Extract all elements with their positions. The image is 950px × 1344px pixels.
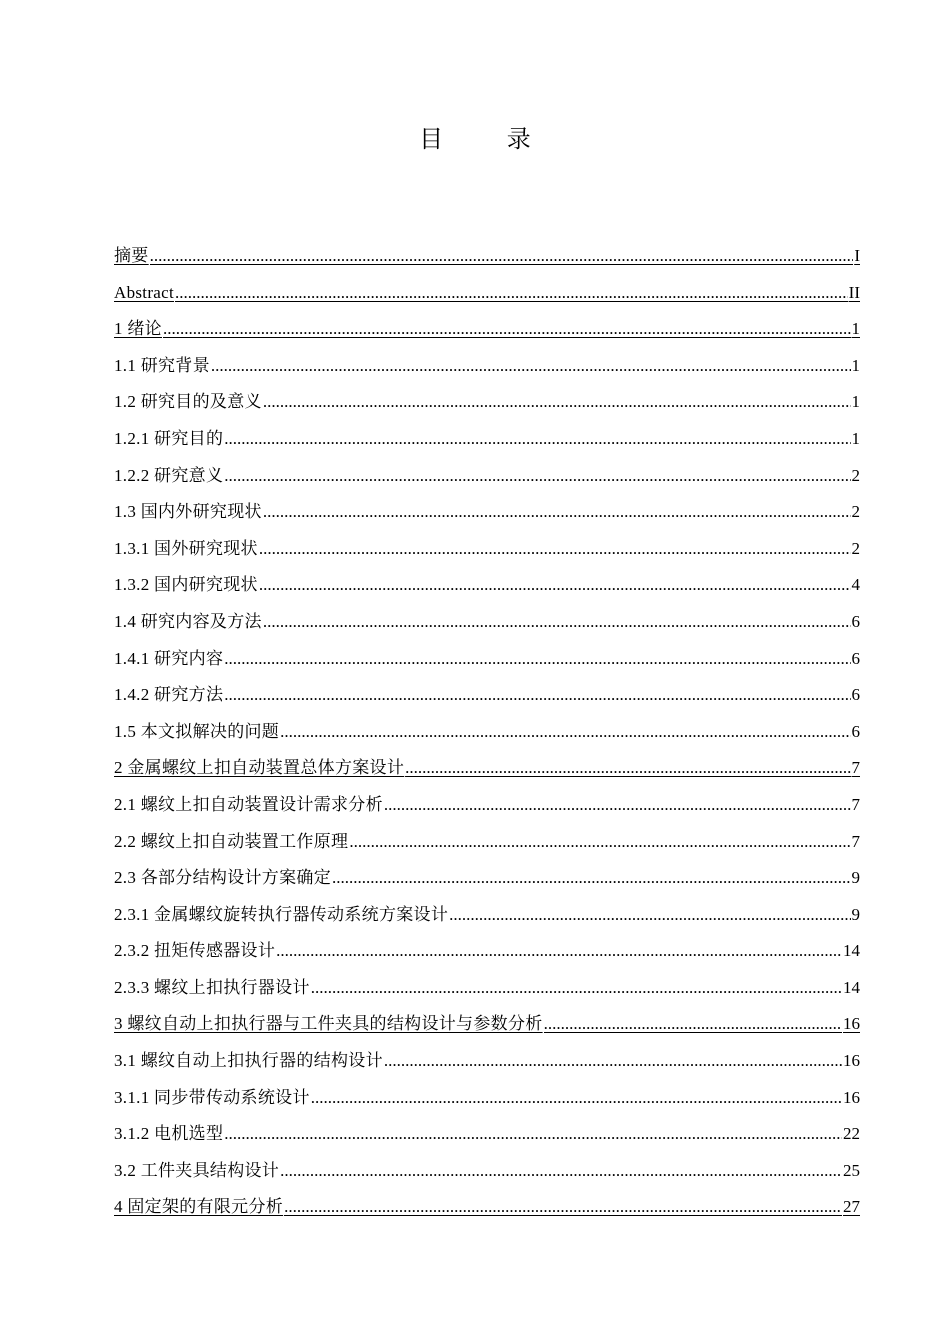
toc-entry-label: 3.1.1 同步带传动系统设计 bbox=[114, 1087, 310, 1107]
toc-dot-leader bbox=[311, 970, 842, 1007]
toc-section-link[interactable] bbox=[114, 897, 860, 934]
toc-entry-page-number: 22 bbox=[843, 1124, 860, 1144]
toc-entry-label: 2.3.1 金属螺纹旋转执行器传动系统方案设计 bbox=[114, 904, 449, 924]
toc-dot-leader bbox=[263, 494, 851, 531]
toc-entry-page-number: 9 bbox=[851, 868, 860, 888]
toc-entry-label: 1.2.2 研究意义 bbox=[114, 465, 224, 485]
toc-dot-leader bbox=[332, 860, 851, 897]
toc-list bbox=[114, 238, 860, 1226]
toc-entry-label: 1.3.2 国内研究现状 bbox=[114, 575, 258, 595]
toc-section-link[interactable] bbox=[114, 348, 860, 385]
toc-entry-page-number: 25 bbox=[843, 1160, 860, 1180]
toc-entry-label: 2.3 各部分结构设计方案确定 bbox=[114, 868, 331, 888]
toc-entry-page-number: 6 bbox=[851, 685, 860, 705]
toc-entry-label: 1.3.1 国外研究现状 bbox=[114, 538, 258, 558]
toc-entry-label: 3.1.2 电机选型 bbox=[114, 1124, 224, 1144]
toc-entry-label: 1.2.1 研究目的 bbox=[114, 428, 224, 448]
toc-entry-label: 1.5 本文拟解决的问题 bbox=[114, 721, 280, 741]
toc-section-link[interactable] bbox=[114, 1116, 860, 1153]
toc-chapter-link[interactable] bbox=[114, 275, 860, 312]
toc-section-link[interactable] bbox=[114, 970, 860, 1007]
toc-section-link[interactable] bbox=[114, 787, 860, 824]
toc-entry-page-number: 14 bbox=[843, 941, 860, 961]
toc-entry-label: 2 金属螺纹上扣自动装置总体方案设计 bbox=[114, 758, 405, 778]
toc-entry-page-number: 6 bbox=[851, 648, 860, 668]
toc-section-link[interactable] bbox=[114, 1153, 860, 1190]
toc-dot-leader bbox=[224, 1116, 842, 1153]
toc-dot-leader bbox=[449, 897, 850, 934]
toc-title: 目 录 bbox=[419, 125, 559, 153]
toc-dot-leader bbox=[280, 1153, 842, 1190]
toc-section-link[interactable] bbox=[114, 567, 860, 604]
toc-section-link[interactable] bbox=[114, 1080, 860, 1117]
toc-section-link[interactable] bbox=[114, 458, 860, 495]
toc-entry-label: 3.1 螺纹自动上扣执行器的结构设计 bbox=[114, 1051, 383, 1071]
toc-dot-leader bbox=[349, 824, 850, 861]
toc-entry-page-number: 14 bbox=[843, 977, 860, 997]
toc-entry-page-number: 27 bbox=[843, 1197, 860, 1217]
toc-entry-label: 1.1 研究背景 bbox=[114, 355, 210, 375]
toc-dot-leader bbox=[259, 531, 851, 568]
toc-dot-leader bbox=[224, 458, 850, 495]
toc-dot-leader bbox=[263, 384, 851, 421]
toc-chapter-link[interactable] bbox=[114, 311, 860, 348]
toc-dot-leader bbox=[150, 238, 854, 275]
toc-entry-page-number: 1 bbox=[851, 355, 860, 375]
toc-entry-label: Abstract bbox=[114, 282, 174, 302]
toc-entry-page-number: 7 bbox=[851, 831, 860, 851]
toc-dot-leader bbox=[544, 1006, 842, 1043]
toc-section-link[interactable] bbox=[114, 604, 860, 641]
toc-entry-label: 1.4.2 研究方法 bbox=[114, 685, 224, 705]
toc-entry-page-number: 1 bbox=[851, 392, 860, 412]
toc-entry-label: 1.2 研究目的及意义 bbox=[114, 392, 262, 412]
toc-entry-label: 2.2 螺纹上扣自动装置工作原理 bbox=[114, 831, 349, 851]
toc-section-link[interactable] bbox=[114, 860, 860, 897]
toc-section-link[interactable] bbox=[114, 1043, 860, 1080]
toc-entry-label: 2.3.3 螺纹上扣执行器设计 bbox=[114, 977, 310, 997]
toc-entry-page-number: 9 bbox=[851, 904, 860, 924]
toc-dot-leader bbox=[175, 275, 848, 312]
toc-entry-label: 1.4 研究内容及方法 bbox=[114, 611, 262, 631]
toc-dot-leader bbox=[384, 787, 851, 824]
toc-dot-leader bbox=[211, 348, 851, 385]
toc-entry-page-number: 2 bbox=[851, 465, 860, 485]
toc-dot-leader bbox=[280, 714, 850, 751]
toc-section-link[interactable] bbox=[114, 421, 860, 458]
toc-section-link[interactable] bbox=[114, 933, 860, 970]
toc-entry-label: 摘要 bbox=[114, 246, 149, 265]
toc-section-link[interactable] bbox=[114, 714, 860, 751]
toc-entry-label: 3.2 工件夹具结构设计 bbox=[114, 1160, 280, 1180]
toc-entry-page-number: 16 bbox=[843, 1051, 860, 1071]
toc-entry-page-number: 6 bbox=[851, 721, 860, 741]
toc-section-link[interactable] bbox=[114, 677, 860, 714]
toc-dot-leader bbox=[263, 604, 851, 641]
toc-section-link[interactable] bbox=[114, 531, 860, 568]
toc-dot-leader bbox=[163, 311, 851, 348]
toc-dot-leader bbox=[224, 421, 850, 458]
toc-entry-page-number: II bbox=[848, 282, 860, 302]
toc-chapter-link[interactable] bbox=[114, 750, 860, 787]
toc-dot-leader bbox=[405, 750, 850, 787]
toc-entry-page-number: 16 bbox=[843, 1087, 860, 1107]
toc-chapter-link[interactable] bbox=[114, 1006, 860, 1043]
toc-entry-label: 2.1 螺纹上扣自动装置设计需求分析 bbox=[114, 794, 383, 814]
toc-entry-label: 4 固定架的有限元分析 bbox=[114, 1197, 284, 1217]
toc-chapter-link[interactable] bbox=[114, 1189, 860, 1226]
toc-entry-page-number: 7 bbox=[851, 794, 860, 814]
toc-dot-leader bbox=[311, 1080, 842, 1117]
toc-entry-page-number: 1 bbox=[851, 319, 860, 339]
toc-entry-page-number: 4 bbox=[851, 575, 860, 595]
toc-dot-leader bbox=[284, 1189, 842, 1226]
toc-dot-leader bbox=[384, 1043, 842, 1080]
toc-dot-leader bbox=[276, 933, 842, 970]
toc-entry-page-number: 7 bbox=[851, 758, 860, 778]
toc-entry-label: 2.3.2 扭矩传感器设计 bbox=[114, 941, 276, 961]
toc-dot-leader bbox=[259, 567, 851, 604]
toc-dot-leader bbox=[224, 677, 850, 714]
toc-entry-page-number: 2 bbox=[851, 538, 860, 558]
toc-entry-page-number: 16 bbox=[843, 1014, 860, 1034]
toc-section-link[interactable] bbox=[114, 824, 860, 861]
toc-section-link[interactable] bbox=[114, 494, 860, 531]
toc-section-link[interactable] bbox=[114, 384, 860, 421]
toc-entry-page-number: 6 bbox=[851, 611, 860, 631]
toc-entry-label: 1.3 国内外研究现状 bbox=[114, 502, 262, 522]
toc-dot-leader bbox=[224, 641, 850, 678]
toc-entry-page-number: 2 bbox=[851, 502, 860, 522]
toc-chapter-link[interactable] bbox=[114, 238, 860, 275]
toc-entry-label: 3 螺纹自动上扣执行器与工件夹具的结构设计与参数分析 bbox=[114, 1014, 543, 1034]
toc-entry-label: 1.4.1 研究内容 bbox=[114, 648, 224, 668]
toc-entry-label: 1 绪论 bbox=[114, 319, 162, 339]
toc-entry-page-number: I bbox=[854, 246, 860, 265]
toc-entry-page-number: 1 bbox=[851, 428, 860, 448]
toc-section-link[interactable] bbox=[114, 641, 860, 678]
